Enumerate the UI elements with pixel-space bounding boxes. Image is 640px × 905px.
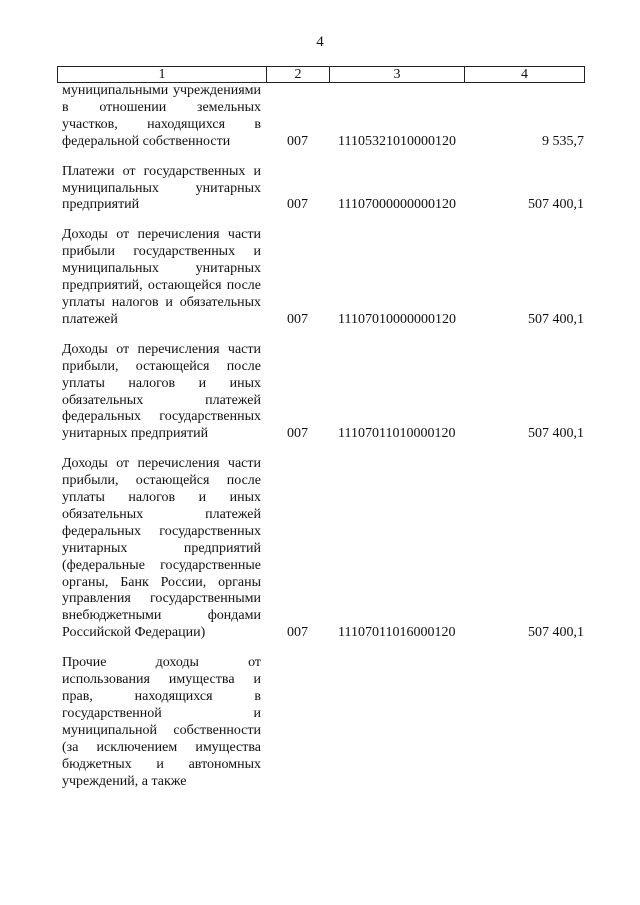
page-number: 4 xyxy=(316,34,324,50)
row-admin-code: 007 xyxy=(287,426,308,442)
row-amount: 507 400,1 xyxy=(528,426,584,442)
table-body xyxy=(0,83,640,803)
row-description: Доходы от перечисления части прибыли государственных и муниципальных унитарных предприятий, остающейся после уплаты налогов и обязательных платежей xyxy=(62,227,261,327)
header-col-1: 1 xyxy=(58,67,267,82)
table-row xyxy=(0,655,640,790)
row-kbk-code: 11107010000000120 xyxy=(338,311,456,327)
row-amount: 507 400,1 xyxy=(528,625,584,641)
table-row xyxy=(0,227,640,328)
row-description: Прочие доходы от использования имущества и прав, находящихся в государственной и муниципальной собственности (за исключением имущества бюджетных и автономных учреждений, а также xyxy=(62,655,261,789)
header-col-4: 4 xyxy=(521,67,528,82)
row-description: Доходы от перечисления части прибыли, остающейся после уплаты налогов и иных обязательных платежей федеральных государственных унитарных предприятий xyxy=(62,341,261,442)
row-description: Доходы от перечисления части прибыли, остающейся после уплаты налогов и иных обязательных платежей федеральных государственных унитарных предприятий (федеральные государственные органы, Банк России, органы управления государственными внебюджетными фондами Российской Федерации) xyxy=(62,456,261,641)
row-amount: 9 535,7 xyxy=(542,133,584,149)
row-kbk-code: 11105321010000120 xyxy=(338,133,456,149)
row-amount: 507 400,1 xyxy=(528,311,584,327)
header-col-3: 3 xyxy=(330,67,465,82)
row-admin-code: 007 xyxy=(287,625,308,641)
table-row xyxy=(0,456,640,642)
row-amount: 507 400,1 xyxy=(528,197,584,213)
table-row xyxy=(0,164,640,215)
row-kbk-code: 11107011010000120 xyxy=(338,426,456,442)
row-admin-code: 007 xyxy=(287,133,308,149)
header-col-2: 2 xyxy=(267,67,330,82)
row-description: муниципальными учреждениями в отношении земельных участков, находящихся в федеральной собственности xyxy=(62,83,261,149)
table-row xyxy=(0,83,640,151)
table-row xyxy=(0,342,640,443)
row-admin-code: 007 xyxy=(287,311,308,327)
table-header xyxy=(57,66,585,83)
row-admin-code: 007 xyxy=(287,197,308,213)
row-description: Платежи от государственных и муниципальных унитарных предприятий xyxy=(62,163,261,213)
row-kbk-code: 11107011016000120 xyxy=(338,625,456,641)
row-kbk-code: 11107000000000120 xyxy=(338,197,456,213)
